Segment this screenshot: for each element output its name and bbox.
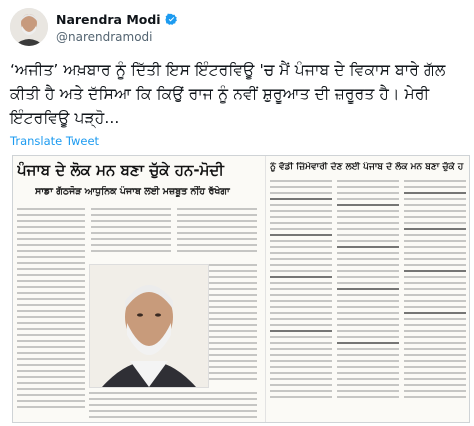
article-text-column bbox=[89, 392, 257, 422]
article-text-column bbox=[209, 264, 257, 384]
article-text-column bbox=[404, 180, 466, 402]
user-handle[interactable]: @narendramodi bbox=[56, 30, 153, 44]
portrait-photo bbox=[89, 264, 209, 388]
clipping-subhead: ਸਾਡਾ ਗੱਠਜੋੜ ਆਧੁਨਿਕ ਪੰਜਾਬ ਲਈ ਮਜ਼ਬੂਤ ਨੀਂਹ ਰੱਖੇਗਾ bbox=[35, 186, 230, 197]
avatar[interactable] bbox=[10, 8, 48, 46]
verified-badge-icon bbox=[165, 13, 178, 26]
clipping-headline: ਪੰਜਾਬ ਦੇ ਲੋਕ ਮਨ ਬਣਾ ਚੁੱਕੇ ਹਨ-ਮੋਦੀ bbox=[17, 161, 224, 179]
clipping-left-column bbox=[13, 156, 261, 422]
article-text-column bbox=[91, 208, 171, 256]
newspaper-clipping-image[interactable] bbox=[12, 155, 470, 423]
translate-tweet-link[interactable]: Translate Tweet bbox=[10, 134, 100, 148]
clipping-right-headline: ਨੂੰ ਵੱਡੀ ਜ਼ਿੰਮੇਵਾਰੀ ਦੇਣ ਲਈ ਪੰਜਾਬ ਦੇ ਲੋਕ ਮਨ ਬਣਾ ਚੁੱਕੇ ਹ bbox=[270, 162, 464, 172]
tweet-text: ‘ਅਜੀਤ’ ਅਖ਼ਬਾਰ ਨੂੰ ਦਿੱਤੀ ਇਸ ਇੰਟਰਵਿਊ 'ਚ ਮੈਂ ਪੰਜਾਬ ਦੇ ਵਿਕਾਸ ਬਾਰੇ ਗੱਲ ਕੀਤੀ ਹੈ ਅਤੇ ਦੱਸਿਆ ਕਿ ਕਿਉਂ ਰਾਜ ਨੂੰ ਨਵੀਂ ਸ਼ੁਰੂਆਤ ਦੀ ਜ਼ਰੂਰਤ ਹੈ। ਮੇਰੀ ਇੰਟਰਵਿਊ ਪੜ੍ਹੋ... bbox=[10, 61, 446, 127]
article-text-column bbox=[270, 180, 332, 402]
portrait-icon bbox=[90, 265, 208, 387]
display-name[interactable]: Narendra Modi bbox=[56, 12, 161, 27]
clipping-right-column bbox=[265, 156, 470, 422]
tweet-header bbox=[10, 8, 464, 56]
article-text-column bbox=[17, 208, 85, 412]
profile-photo-icon bbox=[10, 8, 48, 46]
article-text-column bbox=[177, 208, 257, 256]
article-text-column bbox=[337, 180, 399, 402]
